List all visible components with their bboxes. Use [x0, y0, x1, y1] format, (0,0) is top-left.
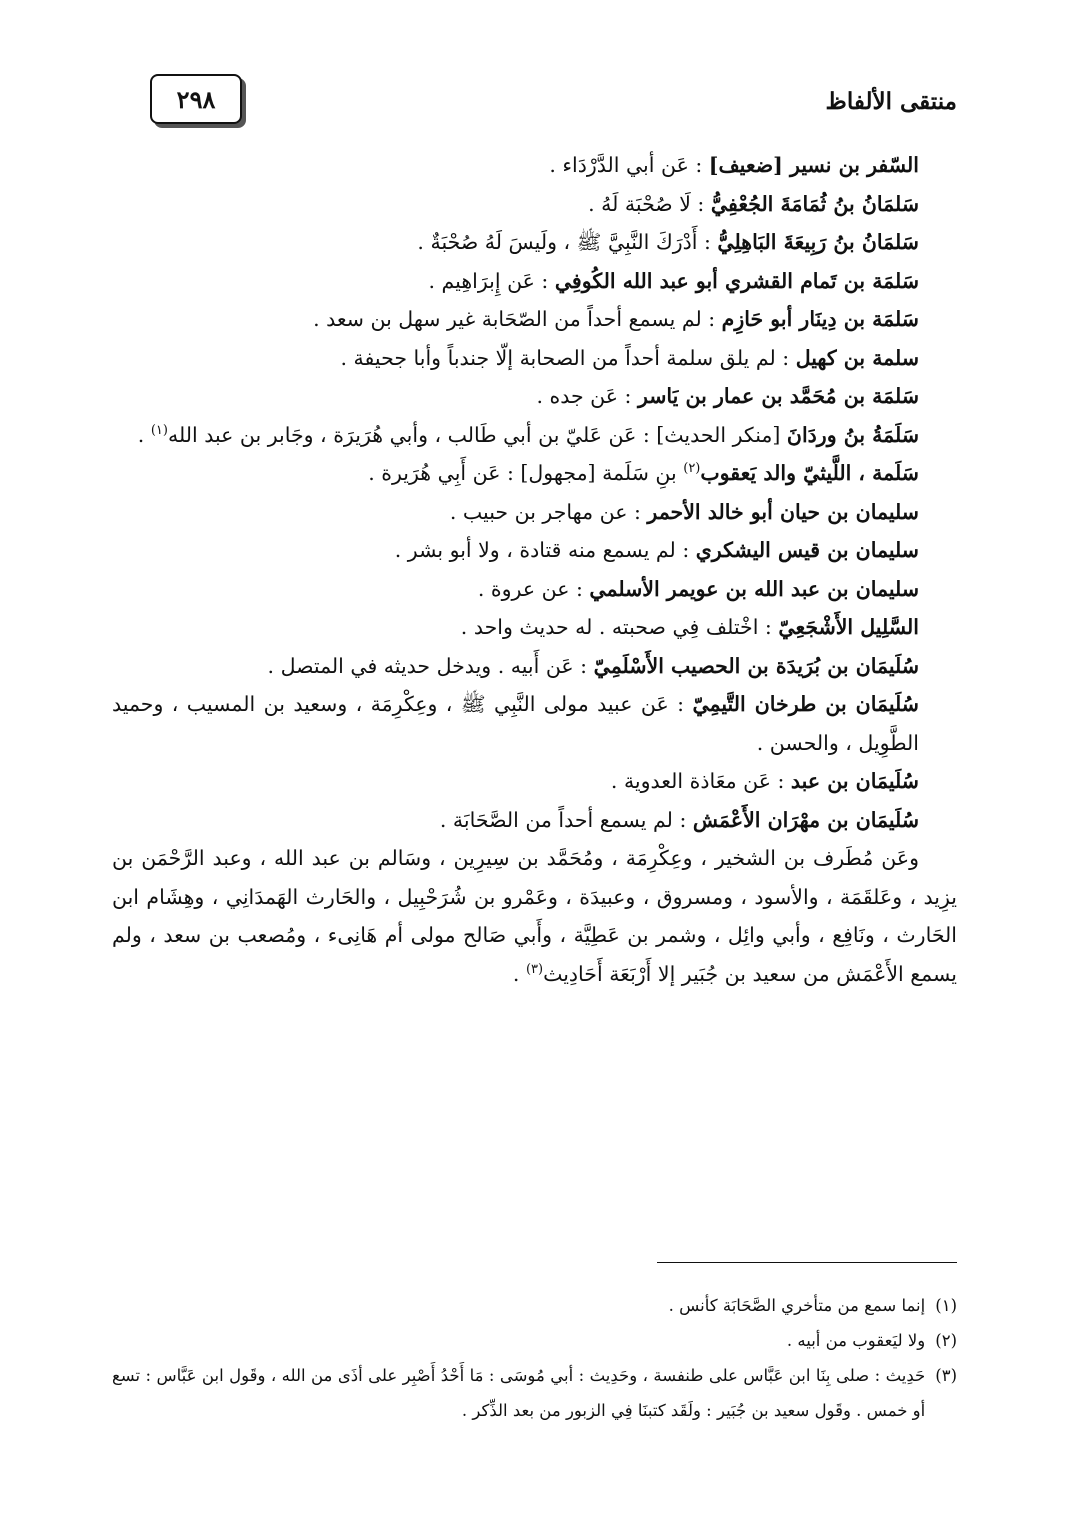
- entry: [112, 223, 957, 262]
- entry-text: : أَدْرَكَ النَّبِيَّ ﷺ ، ولَيسَ لَهُ صُحْبَةٌ .: [417, 230, 718, 254]
- entry-name: سُلَيمَان بن عبد: [790, 769, 919, 793]
- entry: [112, 416, 957, 455]
- entry: [112, 146, 957, 185]
- footnote-number: (٢): [935, 1331, 957, 1350]
- entry-text: : عن عروة .: [477, 576, 590, 601]
- footnote: [112, 1358, 957, 1428]
- paragraph-text-end: .: [512, 961, 526, 986]
- entry: [112, 185, 957, 224]
- entry: [112, 339, 957, 378]
- entry-text: : عَن إِبرَاهِيم .: [428, 268, 555, 293]
- footnote-ref[interactable]: (١): [150, 422, 168, 438]
- entry-name: سَلمَة بن مُحَمَّد بن عمار بن يَاسر: [637, 384, 919, 408]
- entry-text: : عَن أَبيه . ويدخل حديثه في المتصل .: [267, 653, 594, 678]
- entry-text: : عَن أبي الدَّرْدَاء .: [549, 153, 709, 177]
- entry-name: سليمان بن عبد الله بن عويمر الأسلمي: [589, 576, 919, 601]
- entry-text: [منكر الحديث] : عَن عَليّ بن أبي طَالب ، وأبي هُرَيرَة ، وجَابر بن عبد الله: [167, 422, 787, 447]
- entry-name: سَلَمة ، اللَّيثيّ والد يَعقوب: [700, 461, 919, 485]
- entry: [112, 647, 957, 686]
- entry: [112, 608, 957, 647]
- paragraph-text: وعَن مُطَرف بن الشخير ، وعِكْرِمَة ، ومُحَمَّد بن سِيرِين ، وسَالم بن عبد الله ، وعبد الرَّحْمَن بن يزِيد ، وعَلقَمَة ، والأسود ، ومسروق ، وعبيدَة ، وعَمْرو بن شُرَحْبِيل ، والحَارث الهَمدَانِي ، وهِشَام ابن الحَارث ، ونَافِع ، وأبي وائِل ، وشمر بن عَطِيَّة ، وأَبي صَالح مولى أم هَانِىء ، ومُصعب بن سعد ، ولم يسمع الأَعْمَش من سعيد بن جُبَير إلا أَرْبَعَة أَحَادِيث: [112, 846, 957, 986]
- footnote-ref[interactable]: (٢): [683, 461, 701, 477]
- entry-name: سَلمَانُ بنُ رَبِيعَةَ البَاهِلِيُّ: [717, 230, 919, 254]
- entry-name: سَلمَة بن دِينَار أبو حَازِم: [721, 307, 919, 331]
- entry-text: : لم يسمع أحداً من الصَّحَابَة .: [439, 807, 693, 832]
- footnotes: [112, 1288, 957, 1428]
- footnote: [112, 1288, 957, 1323]
- entry: [112, 570, 957, 609]
- page-number: ٢٩٨: [150, 74, 242, 124]
- entry-text: : عَن جده .: [536, 384, 638, 408]
- footnote-number: (١): [935, 1296, 957, 1315]
- footnote-number: (٣): [935, 1366, 957, 1385]
- entry-name: سُلَيمَان بن طرخان التَّيمِيّ: [692, 692, 919, 716]
- entry-name: سَلمَة بن تَمام القشري أبو عبد الله الكُوفِي: [554, 268, 919, 293]
- entry: [112, 493, 957, 532]
- footnote: [112, 1323, 957, 1358]
- entry-name: سليمان بن قيس اليشكري: [695, 538, 919, 562]
- entry-name: سَلمَانُ بنُ ثُمَامَةَ الجُعْفِيُّ: [710, 191, 919, 216]
- entry-text-end: بنِ سَلَمة [مجهول] : عَن أَبِي هُرَيرة .: [368, 461, 684, 485]
- page-header: [110, 70, 957, 130]
- closing-paragraph: [112, 839, 957, 993]
- entry-name: سُلَيمَان بن بُرَيدَة بن الحصيب الأَسْلَمِيّ: [593, 653, 919, 678]
- entry-text: : عَن معَاذة العدوية .: [610, 769, 791, 793]
- entry: [112, 262, 957, 301]
- entry: [112, 801, 957, 840]
- entry-text: : لم يسمع أحداً من الصّحَابة غير سهل بن سعد .: [313, 307, 722, 331]
- footnote-text: إنما سمع من متأخري الصَّحَابَة كأنس .: [668, 1296, 926, 1315]
- entry: [112, 531, 957, 570]
- book-title: منتقى الألفاظ: [825, 88, 957, 115]
- entry: [112, 685, 957, 762]
- entry-text: : لم يلق سلمة أحداً من الصحابة إلّا جندباً وأبا جحيفة .: [340, 345, 796, 370]
- footnote-text: ولا ليَعقوب من أبيه .: [786, 1331, 926, 1350]
- entry-name: سلمة بن كهيل: [795, 345, 919, 370]
- entry-text: : لم يسمع منه قتادة ، ولا أبو بشر .: [394, 538, 696, 562]
- entry-text: : عَن عبيد مولى النَّبِي ﷺ ، وعِكْرِمَة ، وسعيد بن المسيب ، وحميد الطَّوِيل ، والحسن .: [112, 692, 919, 755]
- entry: [112, 762, 957, 801]
- entry-name: السّفر بن نسير [ضعيف]: [708, 153, 919, 177]
- entry: [112, 454, 957, 493]
- footnote-separator: [657, 1262, 957, 1263]
- main-text: [112, 146, 957, 993]
- entry: [112, 300, 957, 339]
- entry-text-end: .: [137, 422, 151, 447]
- footnote-ref[interactable]: (٣): [525, 961, 544, 977]
- entry-name: السَّلِيل الأَشْجَعِيّ: [778, 615, 919, 639]
- entry-name: سليمان بن حيان أبو خالد الأحمر: [647, 499, 919, 524]
- entry-text: : عن مهاجر بن حبيب .: [449, 499, 648, 524]
- entry: [112, 377, 957, 416]
- entry-name: سُلَيمَان بن مهْرَان الأَعْمَش: [692, 807, 919, 832]
- entry-text: : لَا صُحْبَة لَهُ .: [588, 191, 711, 216]
- entry-name: سَلَمَةُ بنُ وردَانَ: [786, 422, 919, 447]
- entry-text: : اخْتلف فِي صحبته . له حديث واحد .: [460, 615, 779, 639]
- footnote-text: حَدِيث : صلى بِنَا ابن عَبَّاس على طنفسة ، وحَدِيث : أبي مُوسَى : مَا أَحْدُ أَصْبِر على أذَى من الله ، وقَول ابن عَبَّاس : تسع أو خمس . وقَول سعيد بن جُبَير : ولَقَد كتبنَا فِي الزبور من بعد الذِّكر .: [112, 1366, 926, 1420]
